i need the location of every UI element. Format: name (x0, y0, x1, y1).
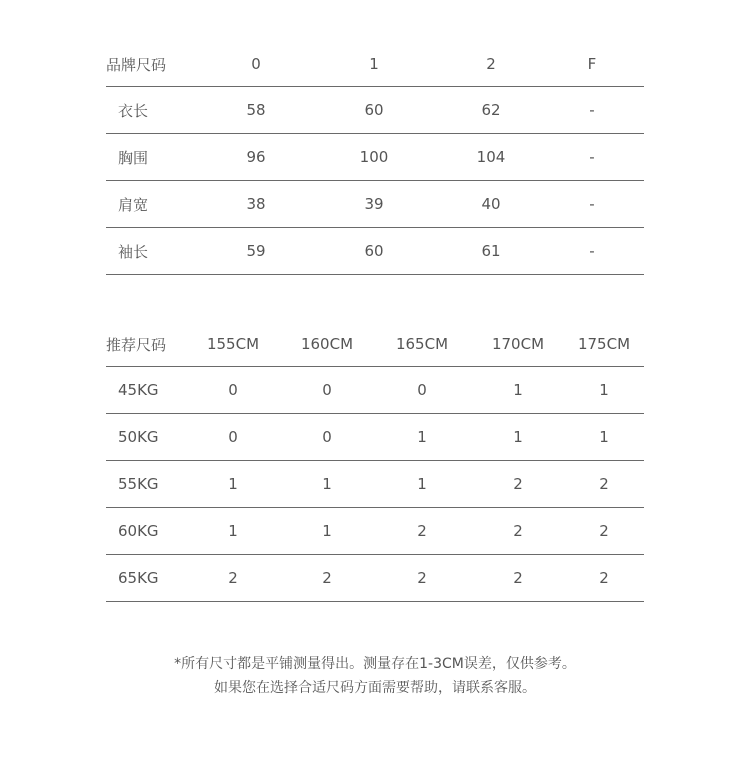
recommend-table-header (106, 322, 644, 367)
row-label: 55KG (118, 475, 159, 493)
table-cell: - (589, 101, 595, 119)
table-cell: 39 (364, 195, 384, 213)
table-cell: - (589, 148, 595, 166)
table-cell: 1 (322, 522, 332, 540)
table-cell: 1 (513, 381, 523, 399)
header-cell: 170CM (491, 335, 545, 353)
table-cell: 2 (417, 522, 427, 540)
table-cell: 59 (246, 242, 266, 260)
table-cell: 2 (228, 569, 238, 587)
recommend-table (106, 322, 644, 602)
row-label: 45KG (118, 381, 159, 399)
header-cell: 0 (251, 55, 261, 73)
table-cell: 0 (228, 428, 238, 446)
table-cell: - (589, 242, 595, 260)
table-cell: 1 (417, 428, 427, 446)
table-cell: 2 (599, 569, 609, 587)
table-cell: 60 (364, 101, 384, 119)
table-cell: 61 (481, 242, 501, 260)
table-cell: 2 (322, 569, 332, 587)
table-cell: 1 (599, 381, 609, 399)
header-cell: F (587, 55, 597, 73)
table-cell: 58 (246, 101, 266, 119)
header-cell: 品牌尺码 (106, 55, 167, 74)
help-note: 如果您在选择合适尺码方面需要帮助，请联系客服。 (214, 680, 536, 696)
size-table (106, 42, 644, 275)
table-row (106, 414, 644, 461)
table-row (106, 508, 644, 555)
header-cell: 175CM (577, 335, 631, 353)
row-label: 50KG (118, 428, 159, 446)
table-cell: 62 (481, 101, 501, 119)
table-row (106, 461, 644, 508)
table-row (106, 134, 644, 181)
row-label: 60KG (118, 522, 159, 540)
table-cell: 1 (228, 522, 238, 540)
table-row (106, 181, 644, 228)
table-cell: 0 (228, 381, 238, 399)
table-cell: 0 (322, 381, 332, 399)
header-cell: 165CM (395, 335, 449, 353)
table-cell: 2 (513, 569, 523, 587)
table-cell: 1 (599, 428, 609, 446)
row-label: 65KG (118, 569, 159, 587)
table-cell: 2 (513, 522, 523, 540)
header-cell: 推荐尺码 (106, 335, 167, 354)
table-cell: 60 (364, 242, 384, 260)
header-cell: 1 (369, 55, 379, 73)
table-cell: 0 (417, 381, 427, 399)
table-cell: 100 (359, 148, 389, 166)
size-table-header (106, 42, 644, 87)
table-cell: 1 (417, 475, 427, 493)
row-label: 胸围 (118, 148, 149, 167)
table-row (106, 87, 644, 134)
table-cell: 2 (417, 569, 427, 587)
table-row (106, 228, 644, 275)
header-cell: 160CM (300, 335, 354, 353)
table-cell: 2 (599, 522, 609, 540)
table-cell: 1 (228, 475, 238, 493)
table-cell: 2 (599, 475, 609, 493)
table-cell: 2 (513, 475, 523, 493)
measurement-note: *所有尺寸都是平铺测量得出。测量存在1-3CM误差，仅供参考。 (174, 656, 576, 672)
table-cell: 96 (246, 148, 266, 166)
table-cell: 38 (246, 195, 266, 213)
header-cell: 2 (486, 55, 496, 73)
row-label: 衣长 (118, 101, 149, 120)
table-cell: 40 (481, 195, 501, 213)
row-label: 袖长 (118, 242, 149, 261)
table-cell: 1 (322, 475, 332, 493)
table-row (106, 555, 644, 602)
header-cell: 155CM (206, 335, 260, 353)
table-cell: - (589, 195, 595, 213)
table-cell: 104 (476, 148, 506, 166)
table-row (106, 367, 644, 414)
row-label: 肩宽 (118, 195, 149, 214)
table-cell: 0 (322, 428, 332, 446)
table-cell: 1 (513, 428, 523, 446)
